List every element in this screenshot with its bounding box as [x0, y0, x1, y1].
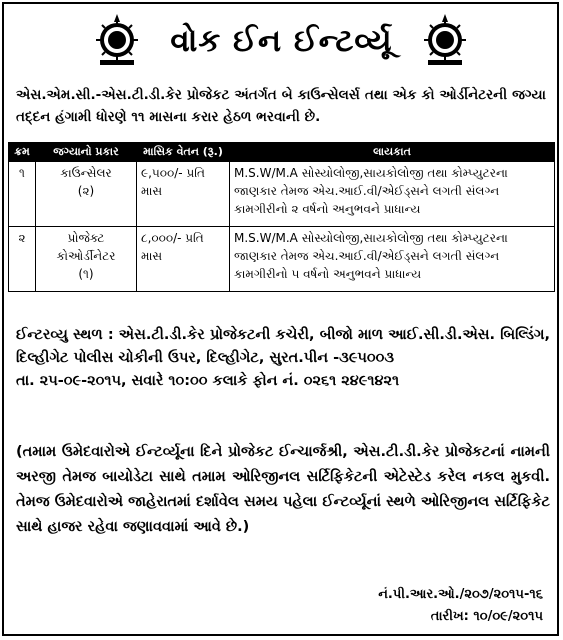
table-header-row [9, 143, 555, 162]
post-name: કાઉન્સેલર [60, 166, 112, 180]
column-header-salary: માસિક વેતન (રૂ.) [137, 143, 230, 162]
notes-text: (તમામ ઉમેદવારોએ ઈન્ટર્વ્યૂના દિને પ્રોજેકટ ઈન્ચાર્જશ્રી, એસ.ટી.ડી.કેર પ્રોજેકટનાં નામની અરજી તેમજ બાયોડેટા સાથે તમામ ઓરિજીનલ સર્ટિફિકેટની એટેસ્ટેડ કરેલ નકલ મુકવી. તેમજ ઉમેદવારોએ જાહેરાતમાં દર્શાવેલ સમય પહેલા ઈન્ટર્વ્યૂનાં સ્થળે ઓરિજીનલ સર્ટિફિકેટ સાથે હાજર રહેવા જણાવવામાં આવે છે.) [16, 444, 550, 535]
column-header-post: જગ્યાનો પ્રકાર [36, 143, 137, 162]
table-row [9, 227, 555, 292]
advertisement-notice [2, 2, 559, 636]
column-header-qualification: લાયકાત [230, 143, 555, 162]
footer [378, 584, 543, 628]
column-header-num: ક્રમ [9, 143, 36, 162]
venue-section [16, 324, 550, 393]
page-title: વોક ઈન ઈન્ટર્વ્યૂ [170, 23, 393, 59]
post-name: પ્રોજેક્ટ કોઓર્ડીનેટર [56, 231, 116, 263]
date-phone-line: તા. ૨૫-૦૯-૨૦૧૫, સવારે ૧૦:૦૦ કલાકે ફોન નં. ૦૨૬૧ ૨૪૯૧૪૨૧ [16, 373, 400, 389]
qualification-cell: M.S.W/M.A સોસ્યોલોજી,સાયકોલોજી તથા કોમ્પ્યુટરના જાણકાર તેમજ એચ.આઈ.વી/એઈડ્સને લગતી સંલગ્ન કામગીરીનો ૫ વર્ષનો અનુભવને પ્રાધાન્ય [230, 227, 555, 292]
qualification-cell: M.S.W/M.A સોસ્યોલોજી,સાયકોલોજી તથા કોમ્પ્યુટરના જાણકાર તેમજ એચ.આઈ.વી/એઈડ્સને લગતી સંલગ્ન કામગીરીનો ૨ વર્ષનો અનુભવને પ્રાધાન્ય [230, 162, 555, 227]
municipal-emblem-icon [94, 14, 140, 66]
table-row [9, 162, 555, 227]
venue-text: ઈન્ટરવ્યુ સ્થળ : એસ.ટી.ડી.કેર પ્રોજેકટની કચેરી, બીજો માળ આઈ.સી.ડી.એસ. બિલ્ડિંગ, દિલ્હીગેટ પોલીસ ચોકીની ઉપર, દિલ્હીગેટ, સુરત.પીન -૩૯૫૦૦૩ [16, 327, 550, 366]
salary-cell: ૮,૦૦૦/- પ્રતિ માસ [137, 227, 230, 292]
municipal-emblem-icon [422, 14, 468, 66]
post-cell [36, 162, 137, 227]
salary-cell: ૯,૫૦૦/- પ્રતિ માસ [137, 162, 230, 227]
intro-text: એસ.એમ.સી.-એસ.ટી.ડી.કેર પ્રોજેકટ અંતર્ગત બે કાઉન્સેલર્સ તથા એક કો ઓર્ડીનેટરની જગ્યા તદ્દન હંગામી ધોરણે ૧૧ માસના કરાર હેઠળ ભરવાની છે. [16, 87, 546, 125]
posts-table [8, 142, 555, 292]
notice-date: તારીખ: ૧૦/૦૯/૨૦૧૫ [430, 609, 543, 624]
reference-number: નં.પી.આર.ઓ./૨૦૭/૨૦૧૫-૧૬ [378, 587, 543, 602]
post-count: (૧) [78, 267, 94, 281]
row-number: ૨ [9, 227, 36, 292]
post-cell [36, 227, 137, 292]
header [4, 14, 557, 76]
intro-paragraph [16, 84, 546, 128]
post-count: (૨) [77, 184, 95, 198]
notes-section [16, 440, 550, 540]
row-number: ૧ [9, 162, 36, 227]
